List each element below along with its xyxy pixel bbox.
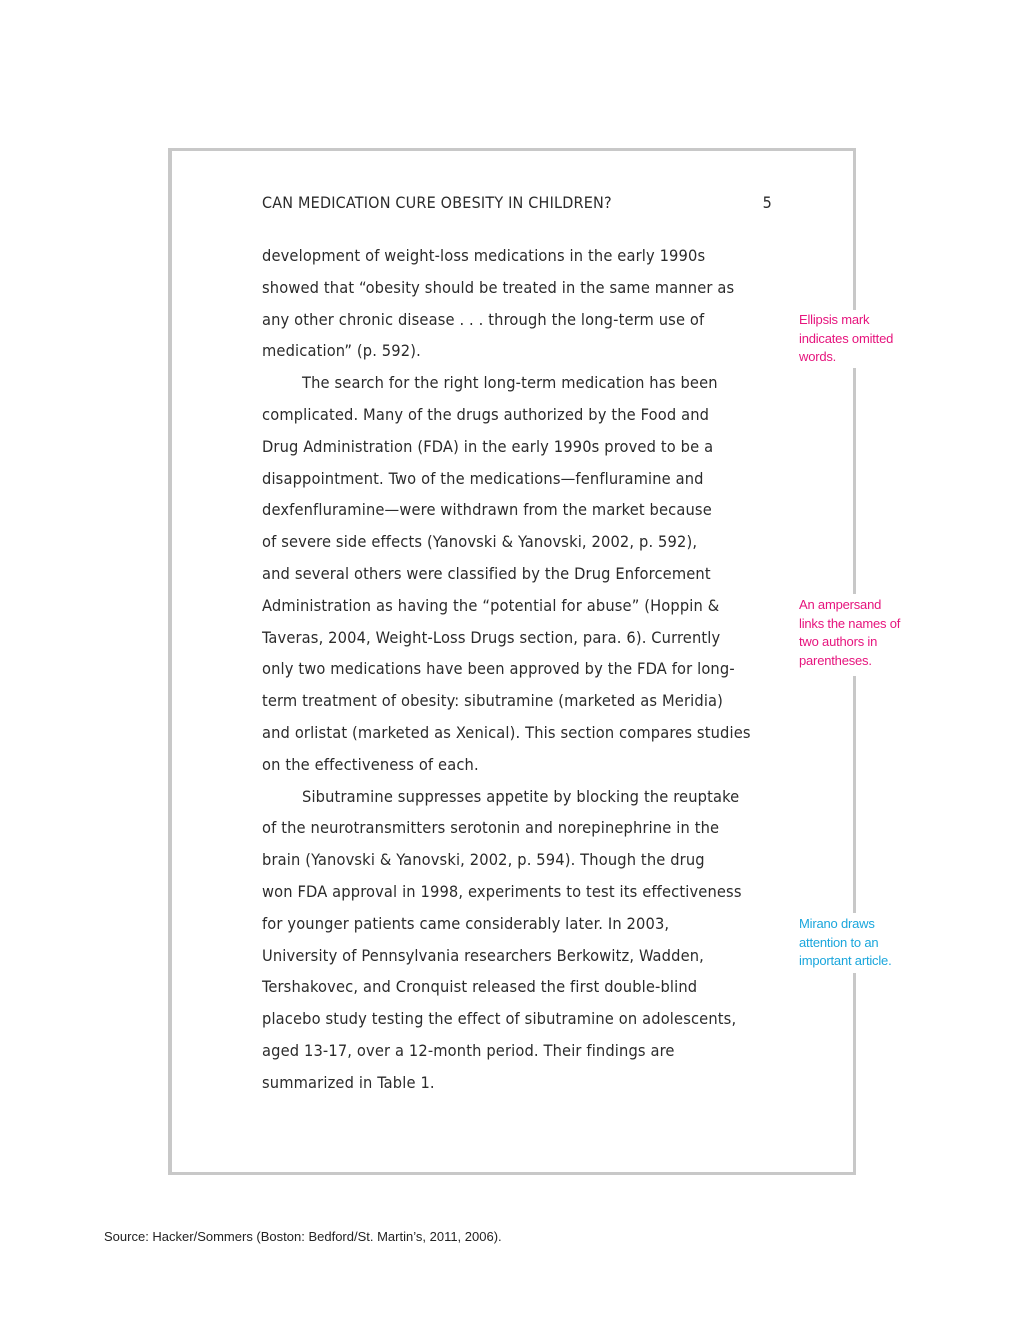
body-line: any other chronic disease . . . through the long-term use of: [262, 309, 705, 329]
body-line: of the neurotransmitters serotonin and norepinephrine in the: [262, 818, 720, 838]
body-line: Administration as having the “potential for abuse” (Hoppin &: [262, 595, 720, 615]
body-line: of severe side effects (Yanovski & Yanovski, 2002, p. 592),: [262, 532, 698, 552]
body-line: complicated. Many of the drugs authorized by the Food and: [262, 404, 710, 424]
note-line: An ampersand: [799, 597, 882, 612]
margin-note-mirano: [799, 915, 919, 971]
body-line: placebo study testing the effect of sibutramine on adolescents,: [262, 1009, 737, 1029]
note-line: links the names of: [799, 615, 901, 631]
note-line: important article.: [799, 953, 892, 968]
body-line: showed that “obesity should be treated in the same manner as: [262, 277, 735, 297]
running-head-title: CAN MEDICATION CURE OBESITY IN CHILDREN?: [262, 193, 612, 212]
body-line: University of Pennsylvania researchers Berkowitz, Wadden,: [262, 945, 704, 965]
note-line: Ellipsis mark: [799, 312, 870, 327]
body-line: won FDA approval in 1998, experiments to test its effectiveness: [262, 881, 742, 901]
page-number: 5: [762, 193, 772, 212]
body-line: for younger patients came considerably later. In 2003,: [262, 913, 670, 933]
body-line: Drug Administration (FDA) in the early 1990s proved to be a: [262, 436, 714, 456]
body-line: Taveras, 2004, Weight-Loss Drugs section, para. 6). Currently: [262, 627, 721, 647]
margin-note-ellipsis: [799, 311, 919, 367]
body-line: and several others were classified by the Drug Enforcement: [262, 563, 711, 583]
body-line: aged 13-17, over a 12-month period. Their findings are: [262, 1040, 675, 1060]
body-line: Tershakovec, and Cronquist released the first double-blind: [262, 977, 698, 997]
body-line: dexfenfluramine—were withdrawn from the market because: [262, 500, 712, 520]
note-line: parentheses.: [799, 652, 872, 668]
body-paragraphs: [262, 240, 782, 1099]
body-line: medication” (p. 592).: [262, 341, 421, 361]
body-line: and orlistat (marketed as Xenical). This section compares studies: [262, 722, 751, 742]
body-line: The search for the right long-term medication has been: [302, 373, 718, 393]
body-line: term treatment of obesity: sibutramine (marketed as Meridia): [262, 691, 724, 711]
body-line: development of weight-loss medications in the early 1990s: [262, 246, 706, 265]
running-head: [262, 193, 772, 212]
margin-note-ampersand: [799, 596, 919, 670]
body-line: disappointment. Two of the medications—fenfluramine and: [262, 468, 704, 488]
note-line: indicates omitted: [799, 330, 894, 346]
note-line: words.: [799, 349, 837, 364]
body-line: on the effectiveness of each.: [262, 754, 479, 774]
body-line: Sibutramine suppresses appetite by blocking the reuptake: [302, 786, 740, 806]
source-credit: Source: Hacker/Sommers (Boston: Bedford/St. Martin’s, 2011, 2006).: [104, 1229, 502, 1244]
body-line: brain (Yanovski & Yanovski, 2002, p. 594). Though the drug: [262, 850, 705, 870]
note-line: attention to an: [799, 934, 879, 950]
body-line: only two medications have been approved by the FDA for long-: [262, 659, 735, 679]
note-line: Mirano draws: [799, 916, 875, 931]
body-line: summarized in Table 1.: [262, 1072, 435, 1092]
note-line: two authors in: [799, 634, 878, 649]
